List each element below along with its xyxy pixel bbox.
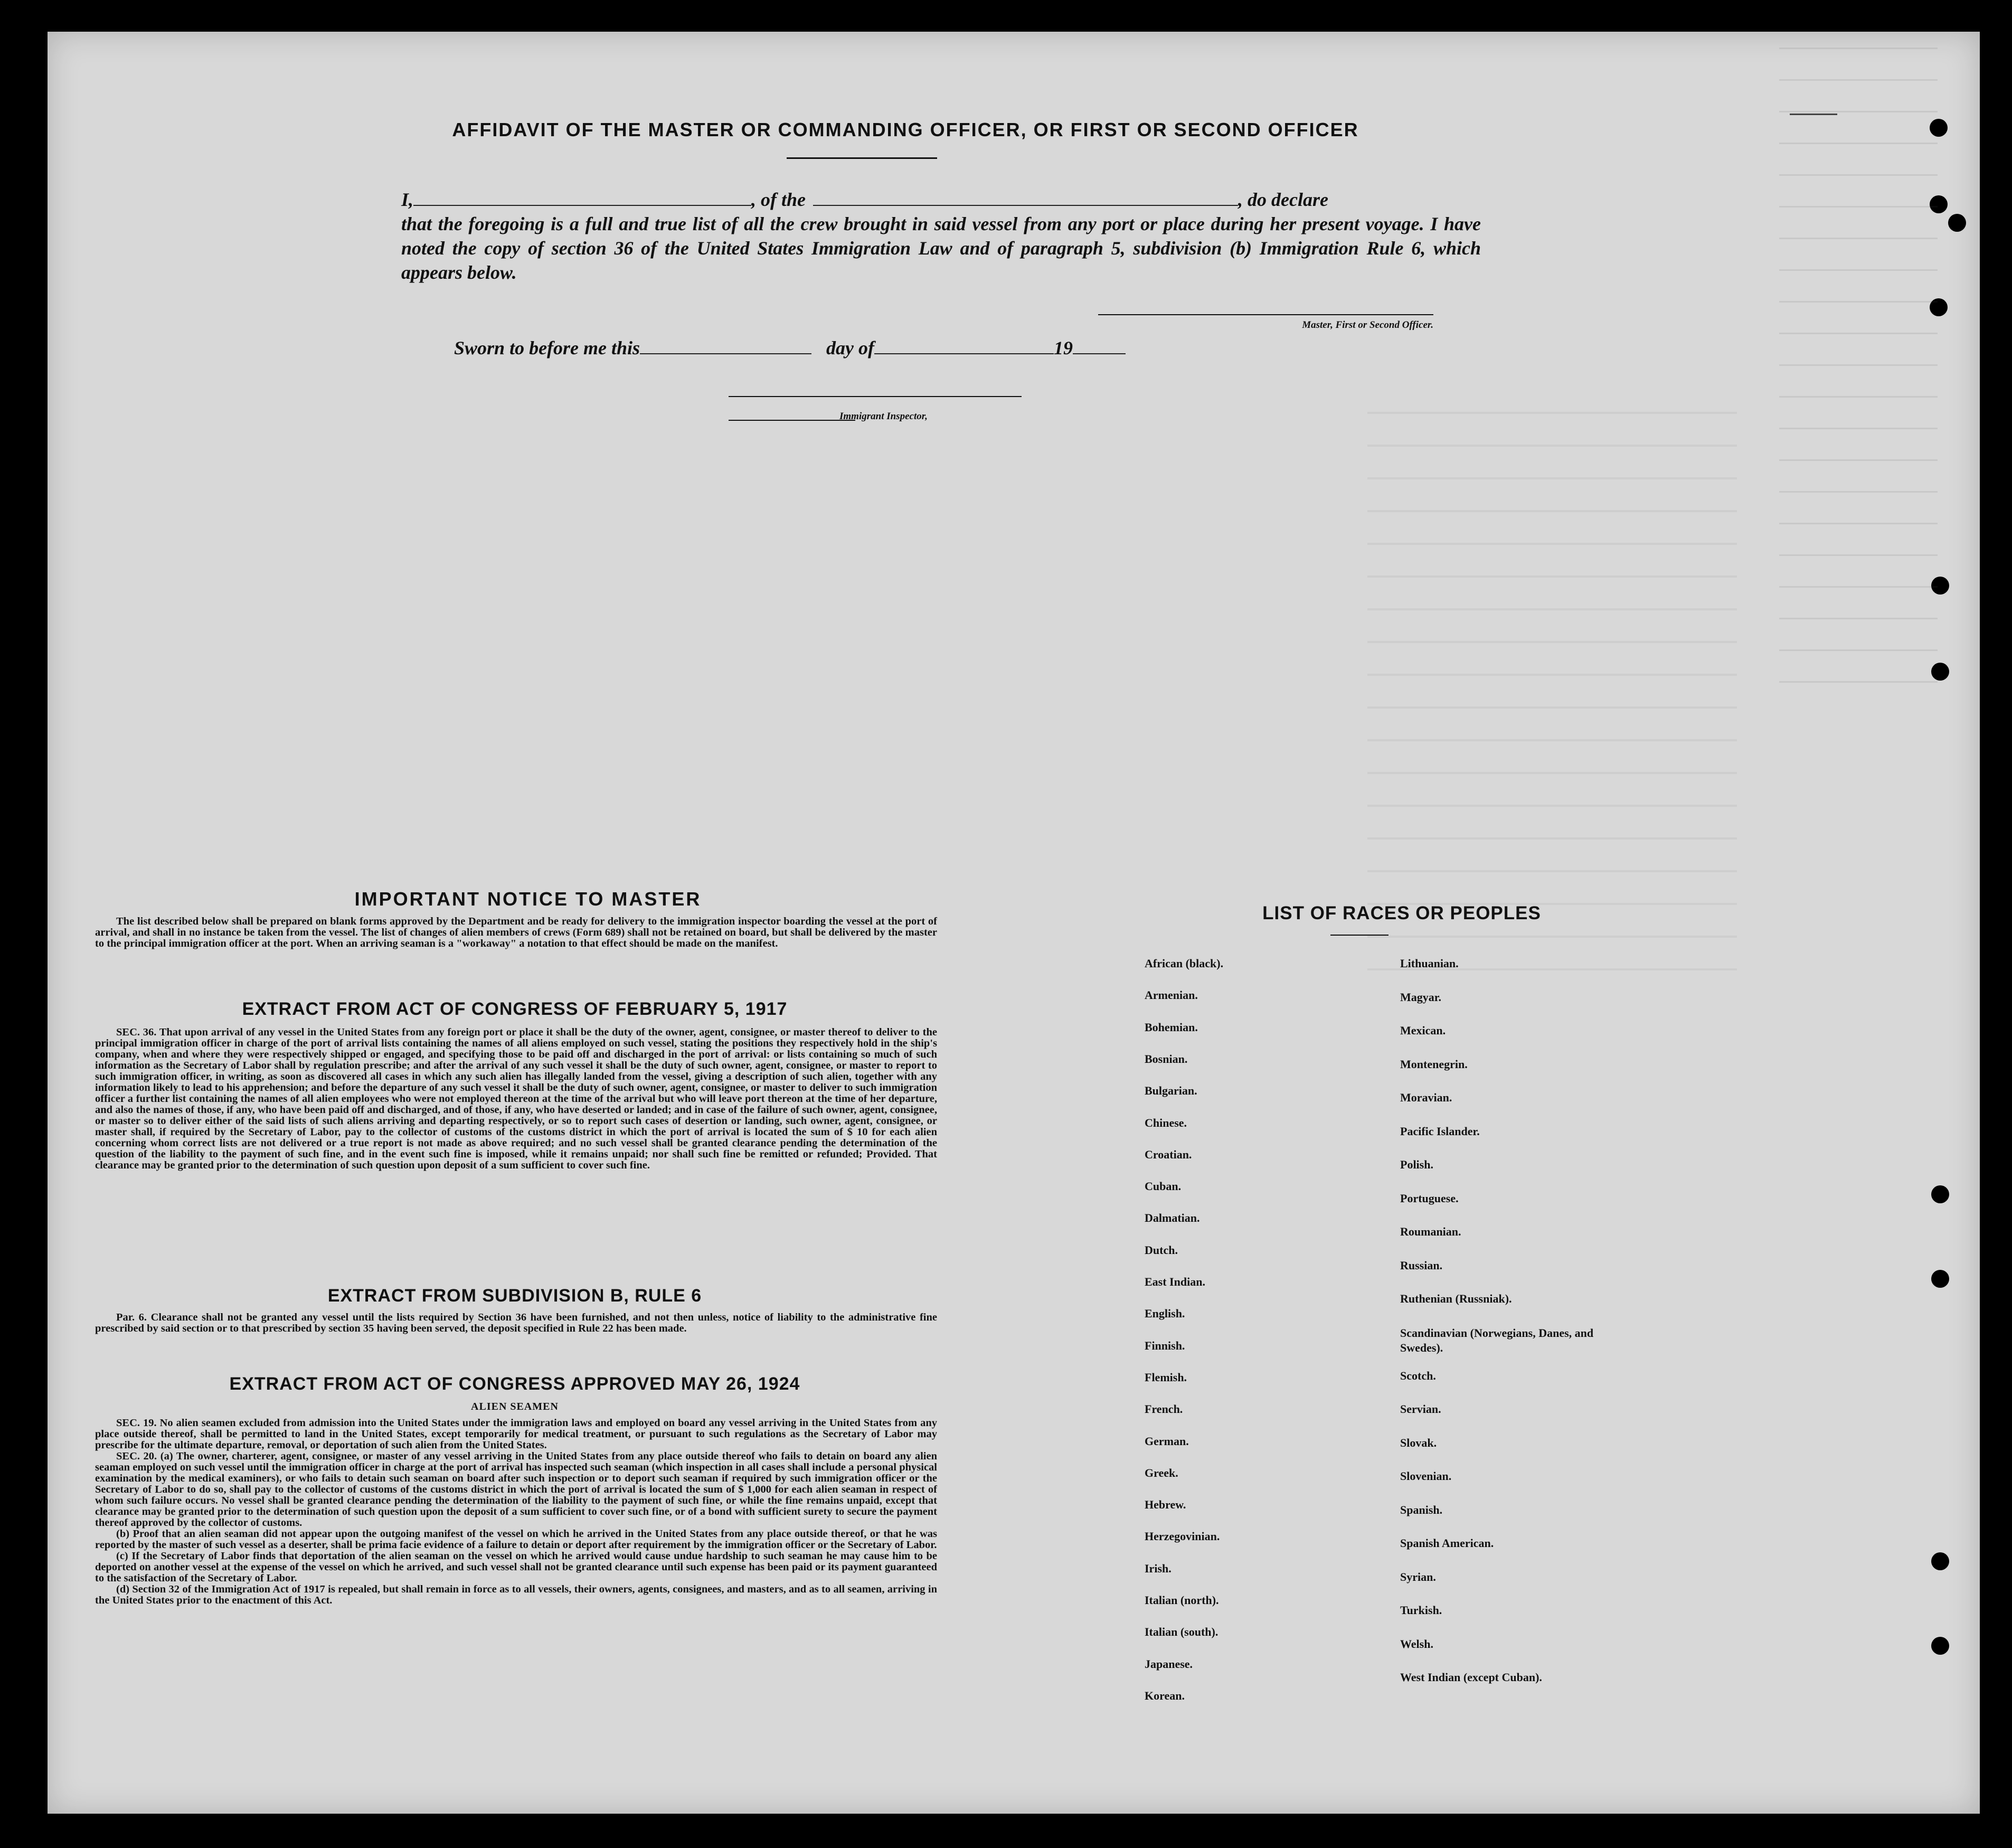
sec20d-paragraph: (d) Section 32 of the Immigration Act of 1917 is repealed, but shall remain in force as to all vessels, their owners, agents, consignees, and masters, and as to all seamen, arriving in the United States prior to the enactment of this Act. — [95, 1583, 937, 1606]
race-item: West Indian (except Cuban). — [1400, 1671, 1542, 1684]
declaration-end: , do declare — [1238, 189, 1328, 210]
notice-title: IMPORTANT NOTICE TO MASTER — [354, 888, 702, 910]
race-item: Italian (north). — [1145, 1594, 1219, 1607]
race-item: Dalmatian. — [1145, 1211, 1200, 1225]
affidavit-body: that the foregoing is a full and true list of all the crew brought in said vessel from any port or place during her present voyage. I have noted the copy of section 36 of the United States Immigration Law and of paragraph 5, subdivision (b) Immigration Rule 6, which appears below. — [401, 213, 1481, 283]
day-blank — [640, 353, 811, 354]
sec36-paragraph: SEC. 36. That upon arrival of any vessel in the United States from any foreign port or place it shall be the duty of the owner, agent, consignee, or master thereof to deliver to the principal immigration officer in charge of the port of arrival lists containing the names of all aliens employed on such vessel, stating the positions they respectively hold in the ship's company, when and where they were respectively shipped or engaged, and specifying those to be paid off and discharged in the port of arrival: or lists containing so much of such information as the Secretary of Labor shall by regulation prescribe; and after the arrival of any such vessel it shall be the duty of such owner, agent, consignee, or master to report to such immigration officer, in writing, as soon as discovered all cases in which any such alien has illegally landed from the vessel, giving a description of such alien, together with any information likely to lead to his apprehension; and before the departure of any such vessel it shall be the duty of such owner, agent, consignee, or master to deliver to such immigration officer a further list containing the names of all alien employees who were not employed thereon at the time of the arrival but who will leave port thereon at the time of her departure, and also the names of those, if any, who have been paid off and discharged, and of those, if any, who have deserted or landed; and in case of the failure of such owner, agent, consignee, or master so to deliver either of the said lists of such aliens arriving and departing respectively, or so to report such cases of desertion or landing, such owner, agent, consignee, or master shall, if required by the Secretary of Labor, pay to the collector of customs of the customs district in which the port of arrival is located the sum of $ 10 for each alien concerning whom correct lists are not delivered or a true report is not made as above required; and no such vessel shall be granted clearance pending the determination of the question of the liability to the payment of such fine, and in the event such fine is imposed, while it remains unpaid; nor shall such fine be remitted or refunded; Provided. That clearance may be granted prior to the determination of such question upon deposit of a sum sufficient to cover such fine. — [95, 1026, 937, 1171]
race-item: Polish. — [1400, 1158, 1433, 1171]
race-item: Syrian. — [1400, 1570, 1436, 1583]
race-item: Spanish. — [1400, 1503, 1443, 1516]
title-underline — [787, 157, 937, 159]
race-item: Japanese. — [1145, 1657, 1193, 1671]
sworn-line — [454, 337, 1126, 359]
affidavit-declaration — [401, 187, 1481, 285]
race-item: Hebrew. — [1145, 1498, 1186, 1512]
declaration-of: , of the — [751, 189, 806, 210]
sec20a-paragraph: SEC. 20. (a) The owner, charterer, agent, consignee, or master of any vessel arriving in the United States from any place outside thereof who fails to detain on board any alien seaman employed on such vessel until the immigration officer in charge at the port of arrival has inspected such seaman (which inspection in all cases shall include a personal physical examination by the medical examiners), or who fails to detain such seaman on board after such inspection or to deport such seaman if required by such immigration officer or the Secretary of Labor to do so, shall pay to the collector of customs of the customs district in which the port of arrival is located the sum of $ 1,000 for each alien seaman in respect of whom such failure occurs. No vessel shall be granted clearance pending the determination of the liability to the payment of such fine, or while the fine remains unpaid, except that clearance may be granted prior to the determination of such question upon the deposit of a sum sufficient to cover such fine, or of a bond with sufficient surety to secure the payment thereof approved by the collector of customs. — [95, 1450, 937, 1529]
race-item: Bulgarian. — [1145, 1084, 1197, 1098]
alien-seamen-subtitle: ALIEN SEAMEN — [471, 1401, 559, 1412]
race-item: Ruthenian (Russniak). — [1400, 1292, 1512, 1305]
race-item: French. — [1145, 1402, 1183, 1416]
race-item: Cuban. — [1145, 1180, 1182, 1193]
inspector-line-upper — [729, 396, 1022, 397]
race-item: Pacific Islander. — [1400, 1124, 1480, 1138]
extract-1924-title: EXTRACT FROM ACT OF CONGRESS APPROVED MAY 26, 1924 — [229, 1374, 800, 1394]
race-item: Montenegrin. — [1400, 1057, 1468, 1071]
extract-1917-body — [95, 1027, 937, 1171]
month-blank — [874, 353, 1054, 354]
race-item: Irish. — [1145, 1561, 1172, 1575]
race-item: Scotch. — [1400, 1369, 1436, 1382]
race-item: Roumanian. — [1400, 1225, 1461, 1238]
race-item: Slovak. — [1400, 1436, 1437, 1449]
sworn-prefix: Sworn to before me this — [454, 337, 640, 359]
inspector-label: Immigrant Inspector, — [839, 411, 928, 422]
race-item: Servian. — [1400, 1402, 1441, 1416]
notice-paragraph: The list described below shall be prepared on blank forms approved by the Department and be ready for delivery to the immigration inspector boarding the vessel at the port of arrival, and shall in no instance be taken from the vessel. The list of changes of alien members of crews (Form 689) shall not be retained on board, but shall be delivered by the master to the principal immigration officer at the port. When an arriving seaman is a "workaway" a notation to that effect should be made on the manifest. — [95, 916, 937, 949]
race-item: Croatian. — [1145, 1147, 1192, 1161]
rule6-body — [95, 1312, 937, 1334]
par6-paragraph: Par. 6. Clearance shall not be granted any vessel until the lists required by Section 36 have been furnished, and not then unless, notice of liability to the administrative fine prescribed by said section or to that prescribed by section 35 having been served, the deposit specified in Rule 22 has been made. — [95, 1312, 937, 1334]
race-item: Korean. — [1145, 1689, 1185, 1702]
affidavit-title: AFFIDAVIT OF THE MASTER OR COMMANDING OFFICER, OR FIRST OR SECOND OFFICER — [452, 119, 1359, 140]
race-item: English. — [1145, 1307, 1185, 1321]
name-blank — [413, 204, 751, 206]
race-item: Spanish American. — [1400, 1536, 1494, 1550]
race-item: Scandinavian (Norwegians, Danes, and Swedes). — [1400, 1326, 1594, 1354]
binder-hole — [1931, 1552, 1949, 1570]
declaration-i: I, — [401, 189, 414, 210]
rule6-title: EXTRACT FROM SUBDIVISION B, RULE 6 — [327, 1286, 702, 1306]
notice-body — [95, 916, 937, 949]
binder-hole — [1931, 1270, 1949, 1288]
extract-1924-body — [95, 1418, 937, 1606]
race-item: Bohemian. — [1145, 1020, 1198, 1034]
race-item: Moravian. — [1400, 1091, 1452, 1104]
race-item: Russian. — [1400, 1258, 1443, 1272]
signer-label: Master, First or Second Officer. — [1302, 319, 1433, 331]
vessel-blank — [813, 204, 1238, 206]
race-item: African (black). — [1145, 957, 1224, 970]
race-item: Turkish. — [1400, 1604, 1442, 1617]
extract-1917-title: EXTRACT FROM ACT OF CONGRESS OF FEBRUARY 5, 1917 — [242, 999, 788, 1019]
race-item: Italian (south). — [1145, 1625, 1218, 1639]
race-item: Greek. — [1145, 1466, 1178, 1479]
year-blank — [1073, 353, 1126, 354]
race-item: Herzegovinian. — [1145, 1530, 1220, 1543]
sec20b-paragraph: (b) Proof that an alien seaman did not appear upon the outgoing manifest of the vessel on which he arrived in the United States from any place outside thereof, or that he was reported by the master of such vessel as a deserter, shall be prima facie evidence of a failure to detain or deport after requirement by the immigration officer or the Secretary of Labor. — [95, 1528, 937, 1551]
race-item: Welsh. — [1400, 1637, 1433, 1651]
declaration-line1 — [401, 187, 1481, 212]
document-page — [48, 32, 1980, 1814]
race-item: Bosnian. — [1145, 1052, 1188, 1066]
inspector-line — [729, 420, 855, 421]
sworn-year: 19 — [1054, 337, 1073, 359]
race-item: Slovenian. — [1400, 1469, 1452, 1483]
race-item: Chinese. — [1145, 1116, 1187, 1129]
race-item: Magyar. — [1400, 990, 1442, 1004]
sworn-day: day of — [826, 337, 875, 359]
bleed-through — [1779, 48, 1938, 708]
race-item: Portuguese. — [1400, 1191, 1459, 1205]
race-item: Dutch. — [1145, 1243, 1178, 1257]
sec19-paragraph: SEC. 19. No alien seamen excluded from admission into the United States under the immigration laws and employed on board any vessel arriving in the United States from any place outside thereof, shall be permitted to land in the United States, except temporarily for medical treatment, or pursuant to such regulations as the Secretary of Labor may prescribe for the ultimate departure, removal, or deportation of such alien from the United States. — [95, 1417, 937, 1451]
races-title-underline — [1330, 935, 1388, 936]
race-item: Flemish. — [1145, 1370, 1187, 1384]
binder-hole — [1931, 1185, 1949, 1203]
race-item: Finnish. — [1145, 1338, 1185, 1352]
binder-hole — [1931, 1637, 1949, 1655]
race-item: Armenian. — [1145, 988, 1198, 1002]
races-title: LIST OF RACES OR PEOPLES — [1262, 903, 1541, 923]
race-item: German. — [1145, 1434, 1189, 1448]
race-item: Mexican. — [1400, 1024, 1446, 1037]
signature-line — [1098, 314, 1433, 315]
race-item: East Indian. — [1145, 1275, 1205, 1288]
race-item: Lithuanian. — [1400, 957, 1459, 970]
sec20c-paragraph: (c) If the Secretary of Labor finds that deportation of the alien seaman on the vessel on which he arrived would cause undue hardship to such seaman he may cause him to be deported on another vessel at the expense of the vessel on which he arrived, and such vessel shall not be granted clearance until such expense has been paid or its payment guaranteed to the satisfaction of the Secretary of Labor. — [95, 1550, 937, 1584]
binder-hole — [1948, 214, 1966, 232]
